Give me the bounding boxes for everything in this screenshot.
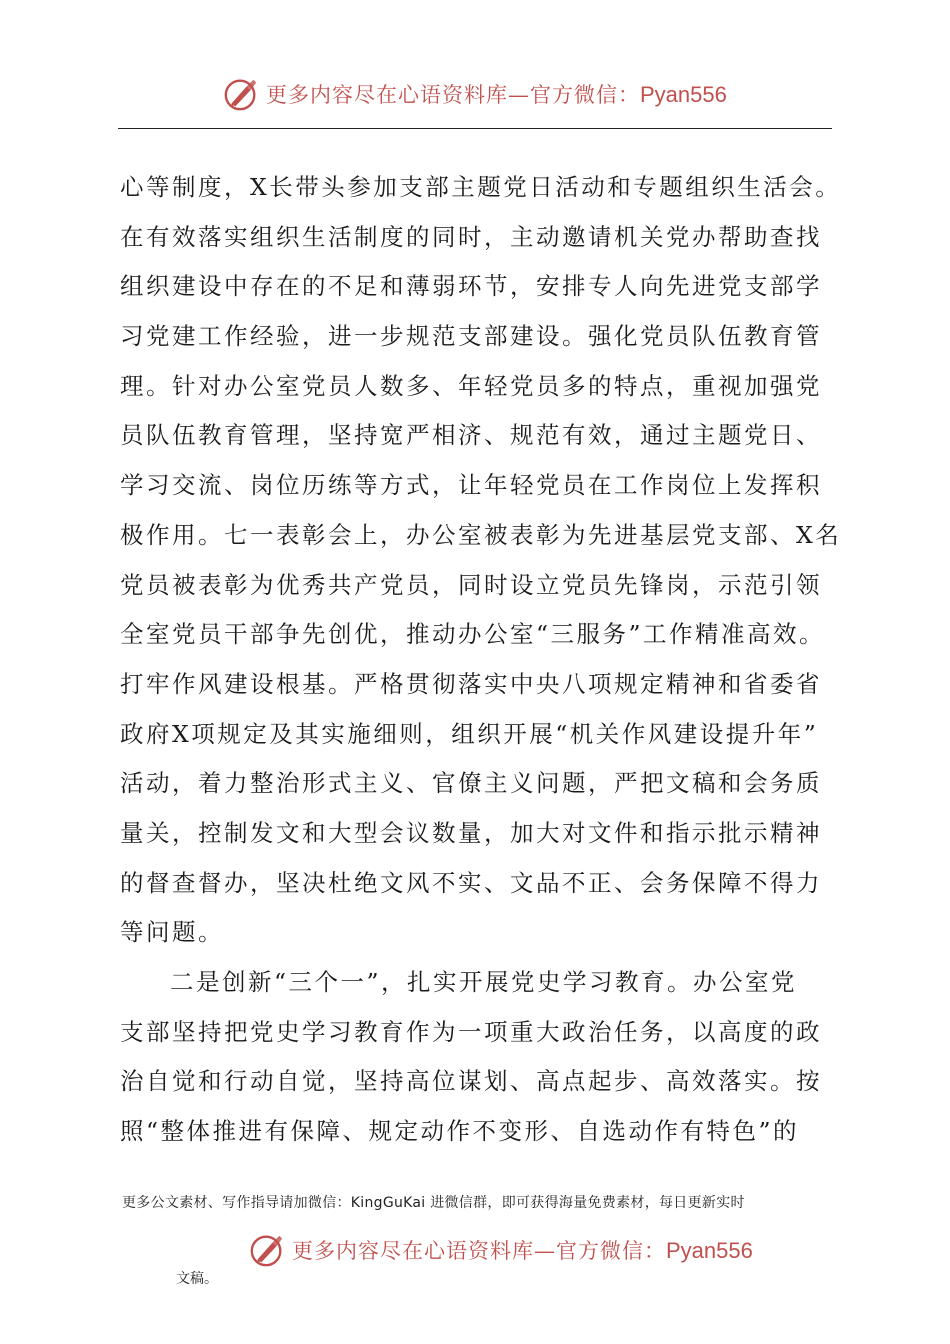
footer-wechat-id: Pyan556 [666, 1238, 753, 1263]
header-banner [222, 74, 727, 114]
body-line-paragraph-start: 二是创新“三个一”，扎实开展党史学习教育。办公室党 [170, 968, 798, 996]
header-wechat-id: Pyan556 [640, 82, 727, 107]
body-line: 等问题。 [120, 918, 224, 947]
body-line: 理。针对办公室党员人数多、年轻党员多的特点，重视加强党 [120, 371, 822, 400]
body-line: 习党建工作经验，进一步规范支部建设。强化党员队伍教育管 [120, 322, 822, 351]
header-divider [118, 128, 832, 129]
body-line: 在有效落实组织生活制度的同时，主动邀请机关党办帮助查找 [120, 222, 822, 251]
body-line: 党员被表彰为优秀共产党员，同时设立党员先锋岗，示范引领 [120, 570, 822, 599]
body-line: 极作用。七一表彰会上，办公室被表彰为先进基层党支部、X名 [120, 520, 842, 549]
header-banner-text: 更多内容尽在心语资料库—官方微信：Pyan556 [266, 82, 727, 107]
body-line: 照“整体推进有保障、规定动作不变形、自选动作有特色”的 [120, 1117, 800, 1146]
footer-note-tail: 文稿。 [176, 1271, 218, 1287]
body-line: 治自觉和行动自觉，坚持高位谋划、高点起步、高效落实。按 [120, 1067, 822, 1096]
footer-note: 更多公文素材、写作指导请加微信：KingGuKai 进微信群，即可获得海量免费素材，每日更新实时 [122, 1195, 745, 1211]
body-line: 支部坚持把党史学习教育作为一项重大政治任务，以高度的政 [120, 1017, 822, 1046]
body-line: 心等制度，X长带头参加支部主题党日活动和专题组织生活会。 [120, 173, 842, 201]
brand-logo-icon [222, 75, 260, 113]
footer-banner-text: 更多内容尽在心语资料库—官方微信：Pyan556 [292, 1238, 753, 1263]
body-line: 员队伍教育管理，坚持宽严相济、规范有效，通过主题党日、 [120, 421, 822, 450]
body-line: 量关，控制发文和大型会议数量，加大对文件和指示批示精神 [120, 818, 822, 847]
body-line: 活动，着力整治形式主义、官僚主义问题，严把文稿和会务质 [120, 769, 822, 798]
body-line: 的督查督办，坚决杜绝文风不实、文品不正、会务保障不得力 [120, 868, 822, 897]
body-line: 组织建设中存在的不足和薄弱环节，安排专人向先进党支部学 [120, 272, 822, 301]
document-body [120, 163, 840, 1157]
brand-logo-icon [248, 1231, 286, 1269]
footer-banner [248, 1230, 753, 1270]
body-line: 打牢作风建设根基。严格贯彻落实中央八项规定精神和省委省 [120, 669, 822, 698]
body-line: 政府X项规定及其实施细则，组织开展“机关作风建设提升年” [120, 719, 819, 748]
body-line: 学习交流、岗位历练等方式，让年轻党员在工作岗位上发挥积 [120, 471, 822, 500]
body-line: 全室党员干部争先创优，推动办公室“三服务”工作精准高效。 [120, 620, 826, 649]
